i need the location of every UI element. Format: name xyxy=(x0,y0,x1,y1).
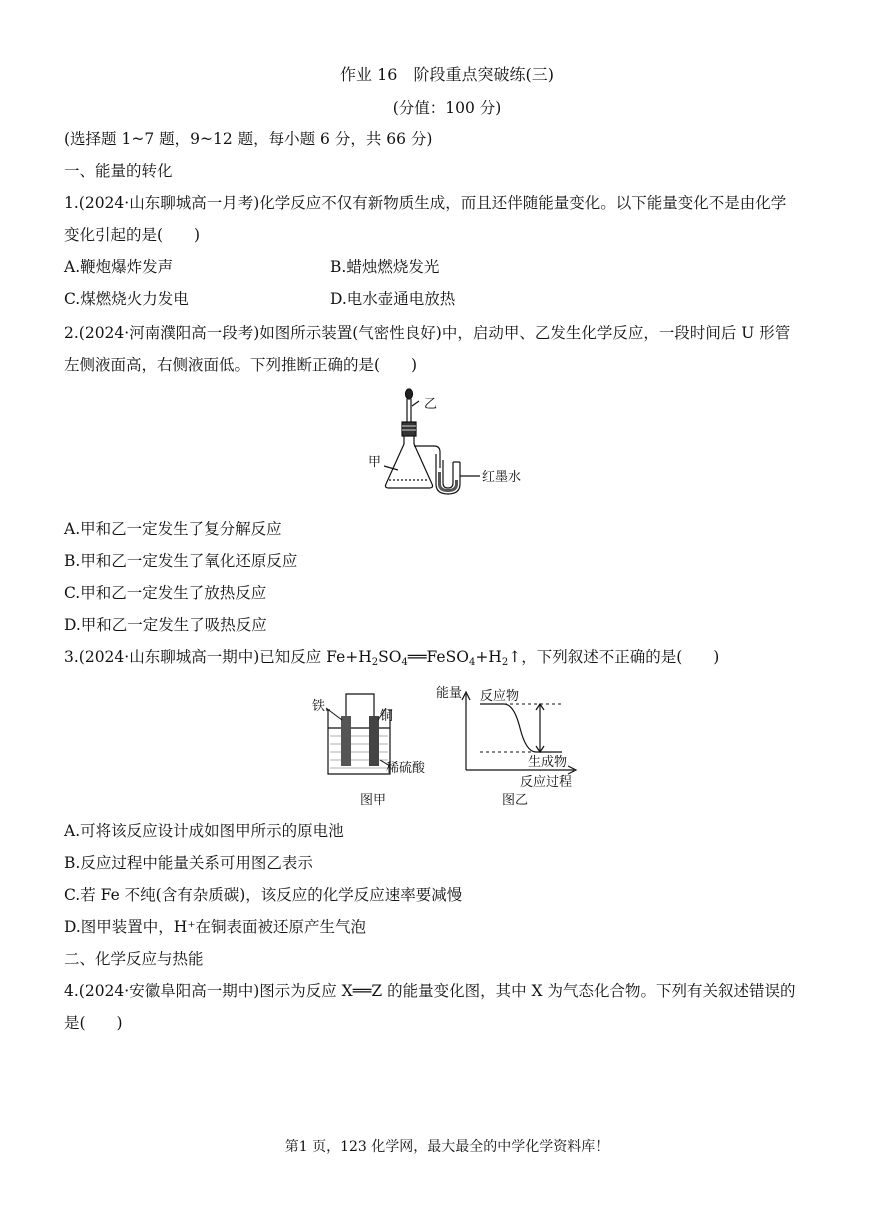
q3-label-energy: 能量 xyxy=(436,686,463,701)
q4-stem-line2: 是( ) xyxy=(64,1014,123,1032)
q3-label-iron: 铁 xyxy=(312,699,326,714)
page-title: 作业 16 阶段重点突破练(三) xyxy=(340,65,554,84)
q1-option-b: B.蜡烛燃烧发光 xyxy=(330,258,440,276)
q3-figure-yi xyxy=(432,680,592,814)
score-note: (分值：100 分) xyxy=(392,99,502,117)
q2-stem-line2: 左侧液面高，右侧液面低。下列推断正确的是( ) xyxy=(64,356,418,374)
page-footer: 第1 页，123 化学网，最大最全的中学化学资料库！ xyxy=(284,1139,610,1155)
q3-option-d: D.图甲装置中，H⁺在铜表面被还原产生气泡 xyxy=(64,918,367,936)
q3-label-acid: 稀硫酸 xyxy=(386,761,426,776)
q3-option-c: C.若 Fe 不纯(含有杂质碳)，该反应的化学反应速率要减慢 xyxy=(64,886,463,904)
q3-label-copper: 铜 xyxy=(380,709,394,724)
section-heading-2: 二、化学反应与热能 xyxy=(64,950,204,968)
q2-option-d: D.甲和乙一定发生了吸热反应 xyxy=(64,616,267,634)
q1-stem-line2: 变化引起的是( ) xyxy=(64,226,201,244)
q4-stem-line1: 4.(2024·安徽阜阳高一期中)图示为反应 X══Z 的能量变化图，其中 X 为气态化合物。下列有关叙述错误的 xyxy=(64,982,796,1000)
q2-option-a: A.甲和乙一定发生了复分解反应 xyxy=(64,520,282,538)
q2-option-b: B.甲和乙一定发生了氧化还原反应 xyxy=(64,552,298,570)
q2-apparatus-figure xyxy=(362,384,542,504)
q3-label-reactant: 反应物 xyxy=(480,689,520,704)
section-heading-1: 一、能量的转化 xyxy=(64,162,173,180)
q2-label-ink: 红墨水 xyxy=(482,470,522,485)
q3-caption-jia: 图甲 xyxy=(360,793,387,808)
q3-caption-yi: 图乙 xyxy=(502,793,529,808)
q2-label-jia: 甲 xyxy=(368,455,382,470)
q2-label-yi: 乙 xyxy=(424,397,438,412)
q2-option-c: C.甲和乙一定发生了放热反应 xyxy=(64,584,267,602)
q3-figure-jia xyxy=(300,680,440,814)
q1-option-d: D.电水壶通电放热 xyxy=(330,290,456,308)
q1-option-a: A.鞭炮爆炸发声 xyxy=(64,258,174,276)
q3-stem: 3.(2024·山东聊城高一期中)已知反应 $Fe+H_2SO_4══FeSO_4+H_2↑$，下列叙述不正确的是( ) xyxy=(64,648,720,668)
q3-label-product: 生成物 xyxy=(528,755,568,770)
q3-option-b: B.反应过程中能量关系可用图乙表示 xyxy=(64,854,313,872)
q2-stem-line1: 2.(2024·河南濮阳高一段考)如图所示装置(气密性良好)中，启动甲、乙发生化学反应，一段时间后 U 形管 xyxy=(64,324,791,342)
q3-option-a: A.可将该反应设计成如图甲所示的原电池 xyxy=(64,822,344,840)
q3-label-process: 反应过程 xyxy=(520,775,573,790)
q1-option-c: C.煤燃烧火力发电 xyxy=(64,290,189,308)
q1-stem-line1: 1.(2024·山东聊城高一月考)化学反应不仅有新物质生成，而且还伴随能量变化。以下能量变化不是由化学 xyxy=(64,194,787,212)
instructions: (选择题 1~7 题，9~12 题，每小题 6 分，共 66 分) xyxy=(64,130,433,148)
